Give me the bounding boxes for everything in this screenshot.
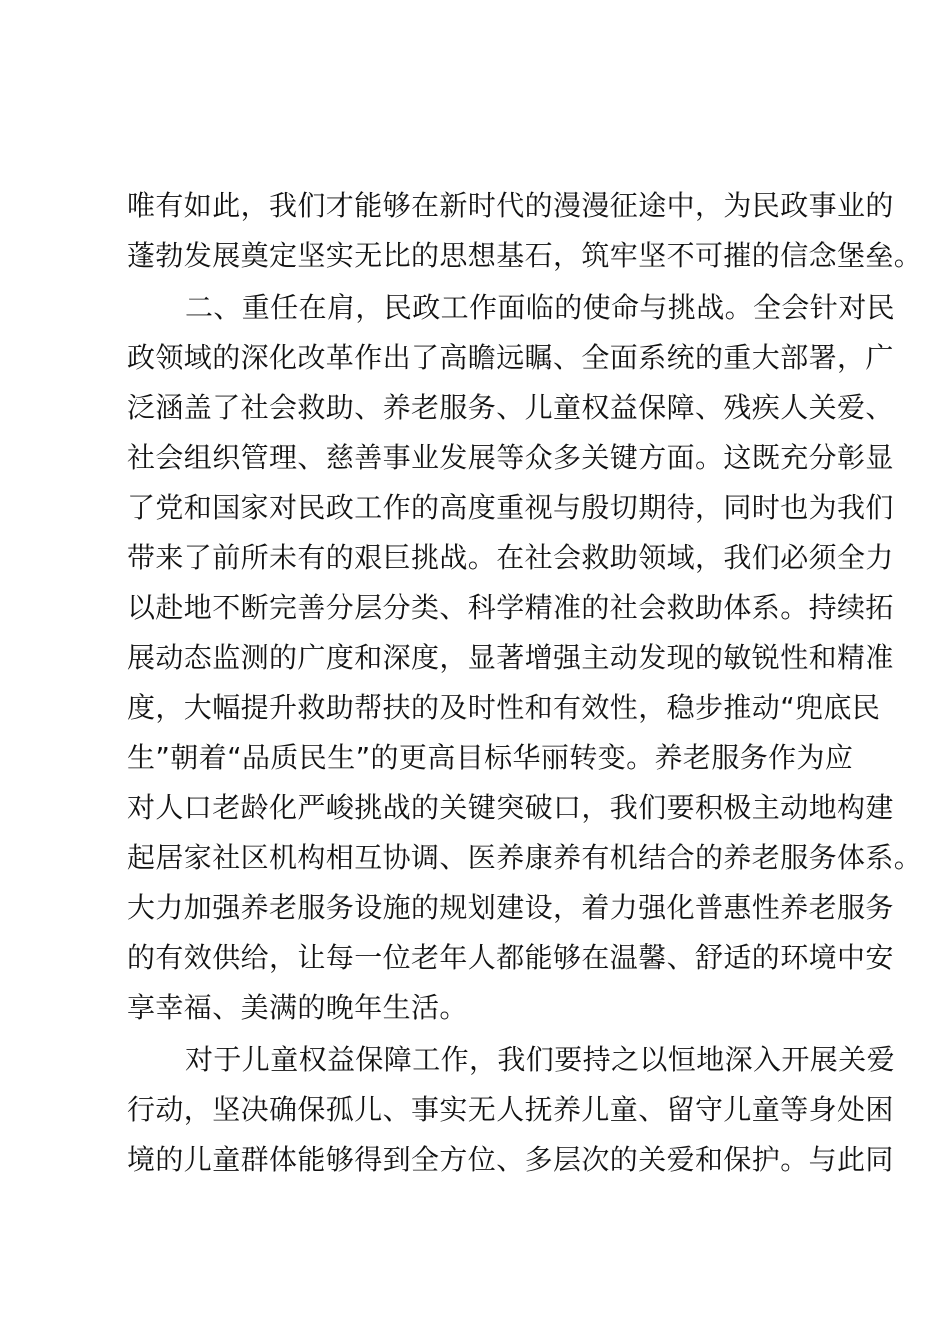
text-line: 政领域的深化改革作出了高瞻远瞩、全面系统的重大部署，广 xyxy=(127,341,894,374)
text-line: 以赴地不断完善分层分类、科学精准的社会救助体系。持续拓 xyxy=(127,591,894,624)
text-line: 蓬勃发展奠定坚实无比的思想基石，筑牢坚不可摧的信念堡垒。 xyxy=(127,239,923,272)
text-line: 唯有如此，我们才能够在新时代的漫漫征途中，为民政事业的 xyxy=(127,189,894,222)
text-line: 行动，坚决确保孤儿、事实无人抚养儿童、留守儿童等身处困 xyxy=(127,1093,894,1126)
text-line: 泛涵盖了社会救助、养老服务、儿童权益保障、残疾人关爱、 xyxy=(127,391,894,424)
text-line: 社会组织管理、慈善事业发展等众多关键方面。这既充分彰显 xyxy=(127,441,894,474)
text-line: 起居家社区机构相互协调、医养康养有机结合的养老服务体系。 xyxy=(127,841,923,874)
text-line: 境的儿童群体能够得到全方位、多层次的关爱和保护。与此同 xyxy=(127,1143,894,1176)
text-line: 的有效供给，让每一位老年人都能够在温馨、舒适的环境中安 xyxy=(127,941,894,974)
text-line: 带来了前所未有的艰巨挑战。在社会救助领域，我们必须全力 xyxy=(127,541,894,574)
text-line: 对于儿童权益保障工作，我们要持之以恒地深入开展关爱 xyxy=(185,1043,896,1076)
text-line: 展动态监测的广度和深度，显著增强主动发现的敏锐性和精准 xyxy=(127,641,894,674)
paragraph-3 xyxy=(127,1035,896,1185)
text-line: 了党和国家对民政工作的高度重视与殷切期待，同时也为我们 xyxy=(127,491,894,524)
text-line: 对人口老龄化严峻挑战的关键突破口，我们要积极主动地构建 xyxy=(127,791,894,824)
document-body xyxy=(127,181,923,1185)
text-line: 度，大幅提升救助帮扶的及时性和有效性，稳步推动“兜底民 xyxy=(127,691,881,724)
text-line: 大力加强养老服务设施的规划建设，着力强化普惠性养老服务 xyxy=(127,891,894,924)
text-line: 生”朝着“品质民生”的更高目标华丽转变。养老服务作为应 xyxy=(127,741,854,774)
text-line: 享幸福、美满的晚年生活。 xyxy=(127,991,468,1024)
text-line: 二、重任在肩，民政工作面临的使命与挑战。全会针对民 xyxy=(185,291,896,324)
paragraph-1 xyxy=(127,181,923,281)
paragraph-2 xyxy=(127,283,923,1033)
